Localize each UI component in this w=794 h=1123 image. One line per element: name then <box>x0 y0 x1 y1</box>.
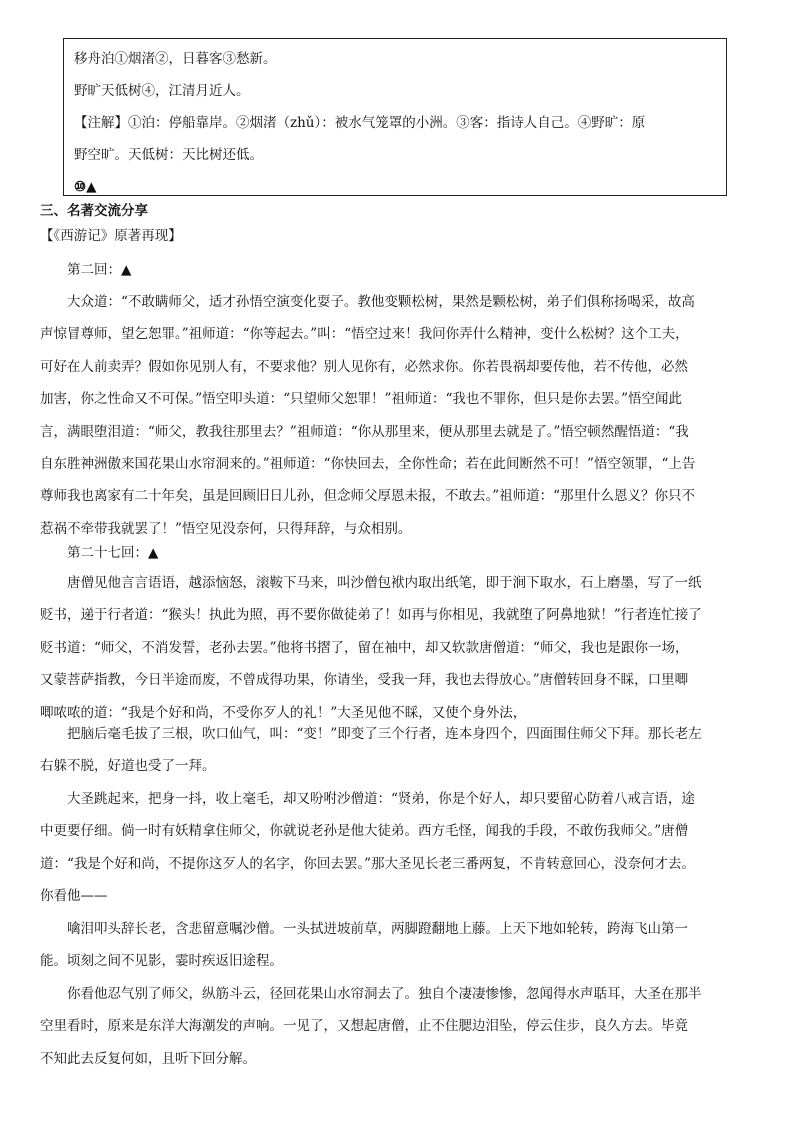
chapter27-line: 噙泪叩头辞长老，含悲留意嘱沙僧。一头拭迸坡前草，两脚蹬翻地上藤。上天下地如轮转，跨海飞山第一 <box>67 921 688 937</box>
section-title: 三、名著交流分享 <box>40 203 148 219</box>
poem-note-line-2: 野空旷。天低树：天比树还低。 <box>74 147 263 163</box>
chapter27-line: 右躲不脱，好道也受了一拜。 <box>40 758 216 775</box>
chapter27-line: 能。顷刻之间不见影，霎时疾返旧途程。 <box>40 953 283 970</box>
chapter2-line: 可好在人前卖弄？假如你见别人有，不要求他？别人见你有，必然求你。你若畏祸却要传他，若不传他，必然 <box>40 358 688 375</box>
chapter27-line: 唧哝哝的道：“我是个好和尚，不受你歹人的礼！”大圣见他不睬，又使个身外法， <box>40 704 527 721</box>
chapter27-line: 又蒙菩萨指教，今日半途而废，不曾成得功果，你请坐，受我一拜，我也去得放心。”唐僧转回身不睬，口里唧 <box>40 672 689 689</box>
chapter2-line: 言，满眼堕泪道：“师父，教我往那里去？”祖师道：“你从那里来，便从那里去就是了。”悟空顿然醒悟道：“我 <box>40 423 689 440</box>
chapter27-heading: 第二十七回：▲ <box>67 545 159 561</box>
question-10-marker: ⑩▲ <box>74 179 97 195</box>
chapter27-line: 你看他忍气别了师父，纵筋斗云，径回花果山水帘洞去了。独自个凄凄惨惨，忽闻得水声聒耳，大圣在那半 <box>67 986 702 1002</box>
chapter27-paragraph-5 <box>40 978 758 1075</box>
chapter2-paragraph <box>40 286 758 545</box>
chapter27-line: 把脑后毫毛拔了三根，吹口仙气，叫：“变！”即变了三个行者，连本身四个，四面围住师父下拜。那长老左 <box>67 726 702 742</box>
chapter2-line: 大众道：“不敢瞒师父，适才孙悟空演变化耍子。教他变颗松树，果然是颗松树，弟子们俱称扬喝采，故高 <box>67 294 695 310</box>
poem-box <box>63 38 727 196</box>
chapter27-verse <box>40 913 758 978</box>
chapter27-line: 空里看时，原来是东洋大海潮发的声响。一见了，又想起唐僧，止不住腮边泪坠，停云住步，良久方去。毕竟 <box>40 1018 688 1035</box>
chapter27-paragraph-2 <box>40 718 758 783</box>
poem-note-line-1: 【注解】①泊：停船靠岸。②烟渚（zhǔ）：被水气笼罩的小洲。③客：指诗人自己。④野旷：原 <box>74 115 646 131</box>
chapter2-line: 自东胜神洲傲来国花果山水帘洞来的。”祖师道：“你快回去，全你性命；若在此间断然不可！”悟空领罪，“上告 <box>40 456 696 473</box>
chapter2-line: 加害，你之性命又不可保。”悟空叩头道：“只望师父恕罪！”祖师道：“我也不罪你，但只是你去罢。”悟空闻此 <box>40 391 683 408</box>
chapter27-line: 你看他—— <box>40 888 108 905</box>
chapter2-line: 惹祸不牵带我就罢了！”悟空见没奈何，只得拜辞，与众相别。 <box>40 520 412 537</box>
poem-line-2: 野旷天低树④，江清月近人。 <box>74 83 250 99</box>
poem-line-1: 移舟泊①烟渚②，日暮客③愁新。 <box>74 51 277 67</box>
chapter2-line: 尊师我也离家有二十年矣，虽是回顾旧日儿孙，但念师父厚恩未报，不敢去。”祖师道：“那里什么恩义？你只不 <box>40 488 696 505</box>
chapter27-line: 唐僧见他言言语语，越添恼怒，滚鞍下马来，叫沙僧包袱内取出纸笔，即于涧下取水，石上磨墨，写了一纸 <box>67 575 702 591</box>
chapter27-line: 道：“我是个好和尚，不提你这歹人的名字，你回去罢。”那大圣见长老三番两复，不肯转意回心，没奈何才去。 <box>40 855 696 872</box>
chapter27-line: 大圣跳起来，把身一抖，收上毫毛，却又吩咐沙僧道：“贤弟，你是个好人，却只要留心防着八戒言语，途 <box>67 791 695 807</box>
chapter27-line: 中更要仔细。倘一时有妖精拿住师父，你就说老孙是他大徒弟。西方毛怪，闻我的手段，不敢伤我师父。”唐僧 <box>40 823 689 840</box>
book-title: 【《西游记》原著再现】 <box>40 228 182 244</box>
chapter27-paragraph-3 <box>40 783 758 913</box>
chapter27-line: 贬书道：“师父，不消发誓，老孙去罢。”他将书摺了，留在袖中，却又软款唐僧道：“师父，我也是跟你一场， <box>40 639 689 656</box>
chapter2-heading: 第二回：▲ <box>67 262 132 278</box>
chapter27-paragraph-1 <box>40 567 758 729</box>
chapter2-line: 声惊冒尊师，望乞恕罪。”祖师道：“你等起去。”叫：“悟空过来！我问你弄什么精神，变什么松树？这个工夫， <box>40 326 689 343</box>
chapter27-line: 不知此去反复何如，且听下回分解。 <box>40 1050 256 1067</box>
chapter27-line: 贬书，递于行者道：“猴头！执此为照，再不要你做徒弟了！如再与你相见，我就堕了阿鼻地狱！”行者连忙接了 <box>40 607 702 624</box>
